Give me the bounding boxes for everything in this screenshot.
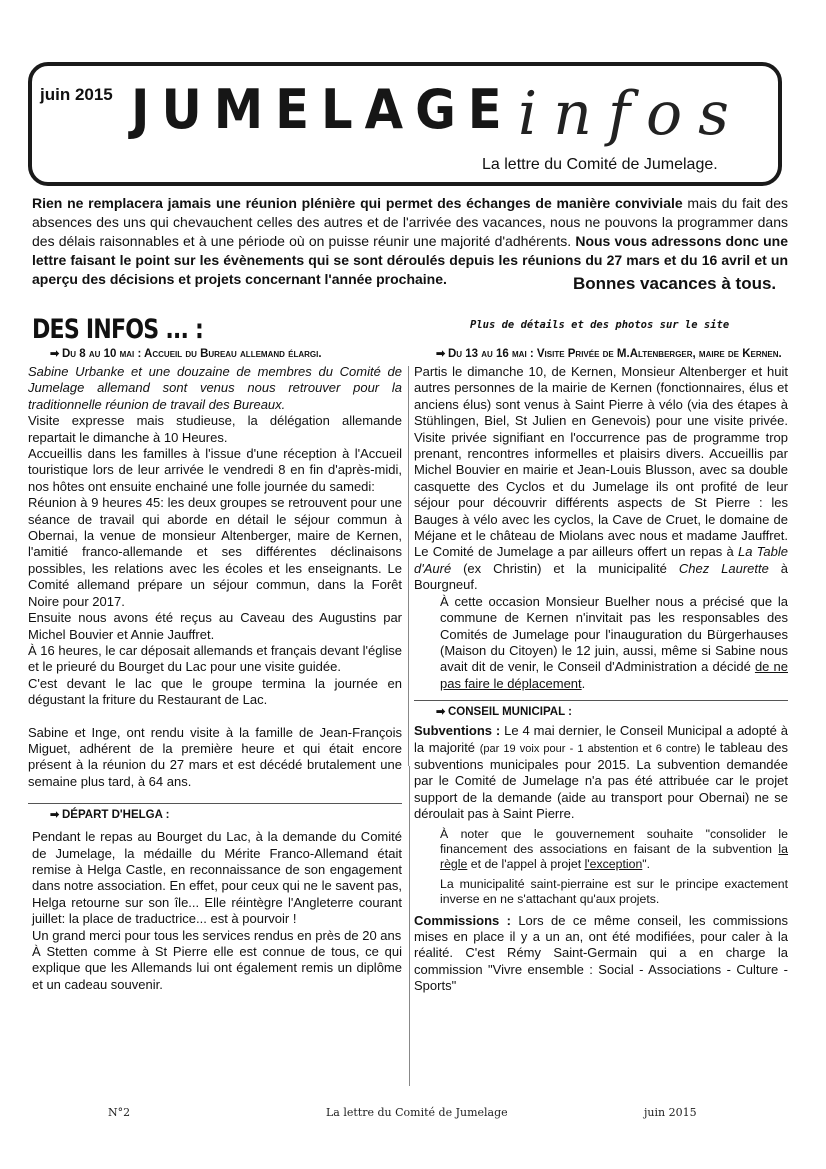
paragraph: Ensuite nous avons été reçus au Caveau des Augustins par Michel Bouvier et Annie Jauffret. — [28, 610, 402, 642]
issue-date: juin 2015 — [40, 85, 113, 104]
column-divider-left-lower — [409, 766, 410, 1086]
footer-title: La lettre du Comité de Jumelage — [326, 1106, 508, 1119]
paragraph: À 16 heures, le car déposait allemands et français devant l'église et le prieuré du Bourget du Lac pour une visite guidée. — [28, 642, 402, 675]
helga-article — [28, 825, 402, 993]
closing-greeting: Bonnes vacances à tous. — [573, 274, 777, 293]
newsletter-subtitle: La lettre du Comité de Jumelage. — [482, 156, 718, 173]
intro-bold-2: Nous vous adressons donc une lettre faisant le point sur les évènements qui se sont déroulés depuis les réunions du 27 mars et du 16 avril et un aperçu des décisions et projets concernant l'année prochaine. — [32, 233, 788, 287]
arrow-right-icon: ➡ — [50, 348, 60, 360]
paragraph: C'est devant le lac que le groupe termina la journée en dégustant la friture du Restaurant de Lac. — [28, 675, 402, 708]
paragraph: Subventions : Le 4 mai dernier, le Conseil Municipal a adopté à la majorité (par 19 voix pour - 1 abstention et 6 contre) le tableau des subventions municipales pour 2015. La subvention demandée par le Comité de Jumelage n'a pas été attribuée car le projet support de la demande (aide au transport pour Obernai) ne se déroulait pas à Saint Pierre. — [414, 723, 789, 822]
paragraph: Pendant le repas au Bourget du Lac, à la demande du Comité de Jumelage, la médaille du Mérite Franco-Allemand était remise à Helga Castle, en reconnaissance de son engagement dans notre association. En effet, pour ceux qui ne le savent pas, Helga retourne sur son île... Elle réintègre l'Angleterre courant juillet: la place de traductrice... est à pourvoir ! — [32, 829, 402, 927]
paragraph: Partis le dimanche 10, de Kernen, Monsieur Altenberger et huit autres personnes de la mairie de Kernen (fonctionnaires, élus et anciens élus) sont venus à Saint Pierre à vélo (via des étapes à Stühlingen, Biel, St Julien en Genevois) pour une visite privée. Visite privée signifiant en l'occurrence pas de programme trop prenant, rencontres informelles et plaisirs divers. Accueillis par Michel Bouvier en mairie et Jean-Louis Blusson, avec sa double casquette des Cyclos et du Jumelage ils ont profité de leur séjour pour découvrir différents aspects de St Pierre : les Bauges à vélo avec les cyclos, la Cave de Cruet, le domaine de Méjane et le château de Miolans avec nous et madame Jauffret. Le Comité de Jumelage a par ailleurs offert un repas à La Table d'Auré (ex Christin) et la municipalité Chez Laurette à Bourgneuf. — [414, 364, 789, 593]
paragraph: Visite expresse mais studieuse, la délégation allemande repartait le dimanche à 10 Heures. — [28, 413, 402, 445]
paragraph: La municipalité saint-pierraine est sur le principe exactement inverse en ne s'attachant qu'aux projets. — [440, 876, 788, 906]
arrow-right-icon: ➡ — [50, 809, 60, 822]
section-title: DES INFOS ... : — [32, 314, 204, 345]
paragraph: Accueillis dans les familles à l'issue d'une réception à l'Accueil touristique lors de leur arrivée le vendredi 8 en fin d'après-midi, nos hôtes ont ensuite enchainé une folle journée du samedi: — [28, 446, 402, 494]
article-heading-helga: ➡ DÉPART D'HELGA : — [28, 808, 402, 822]
paragraph: Sabine et Inge, ont rendu visite à la famille de Jean-François Miguet, adhérent de la première heure et qui était encore présent à la réunion du 27 mars et est décédé brutalement une semaine plus tard, à 64 ans. — [28, 724, 402, 789]
paragraph: À cette occasion Monsieur Buelher nous a précisé que la commune de Kernen n'invitait pas les responsables des Comités de Jumelage pour l'inauguration du Bürgerhauses (Maison du Citoyen) le 12 juin, aussi, même si Sabine nous avait dit de venir, le Conseil d'Administration a décidé de ne pas faire le déplacement. — [440, 593, 788, 691]
left-column — [28, 347, 402, 993]
article-heading-altenberger: ➡ Du 13 au 16 mai : Visite Privée de M.Altenberger, maire de Kernen. — [414, 347, 788, 361]
paragraph: Réunion à 9 heures 45: les deux groupes se retrouvent pour une séance de travail qui aborde en détail le séjour commun à Obernai, la venue de monsieur Altenberger, maire de Kernen, l'amitié franco-allemande et ses différentes déclinaisons possibles, les relations avec les écoles et les enseignants. Le Comité allemand prépare un séjour commun, dans la Forêt Noire pour 2017. — [28, 495, 402, 609]
intro-text-1: mais du fait des absences des uns qui chevauchent celles des autres et de l'arrivée des vacances, nous ne pouvons la programmer dans des délais raisonnables et à une période où on puisse réunir une majorité d'adhérents. — [32, 195, 789, 249]
footer-date: juin 2015 — [644, 1106, 697, 1119]
article-divider — [414, 700, 788, 719]
paragraph: Sabine Urbanke et une douzaine de membres du Comité de Jumelage allemand sont venus nous retrouver pour la traditionnelle réunion de travail des Bureaux. — [28, 364, 402, 412]
arrow-right-icon: ➡ — [436, 348, 446, 360]
article-heading-council: ➡ CONSEIL MUNICIPAL : — [414, 705, 788, 719]
intro-bold-1: Rien ne remplacera jamais une réunion plénière qui permet des échanges de manière conviviale — [32, 195, 683, 211]
paragraph: À noter que le gouvernement souhaite "consolider le financement des associations en faisant de la subvention la règle et de l'appel à projet l'exception". — [440, 826, 788, 871]
arrow-right-icon: ➡ — [436, 706, 446, 719]
paragraph: Commissions : Lors de ce même conseil, les commissions mises en place il y a un an, ont été modifiées, pour caler à la réalité. C'est Rémy Saint-Germain qui a en charge la commission "Vivre ensemble : Social - Associations - Culture - Sports" — [414, 912, 788, 994]
site-note: Plus de détails et des photos sur le site — [470, 319, 730, 331]
right-column — [414, 347, 788, 995]
paragraph: Un grand merci pour tous les services rendus en près de 20 ans — [32, 927, 402, 943]
footer-issue-number: N°2 — [108, 1106, 131, 1119]
article-heading-visit: ➡ Du 8 au 10 mai : Accueil du Bureau allemand élargi. — [28, 347, 402, 361]
article-divider — [28, 803, 402, 822]
newsletter-title: JUMELAGE — [131, 78, 514, 141]
paragraph: À Stetten comme à St Pierre elle est connue de tous, ce qui explique que les Allemands lui ont également remis un diplôme et un cadeau souvenir. — [32, 944, 402, 992]
column-divider-left — [408, 366, 409, 766]
newsletter-title-script: infos — [518, 79, 745, 149]
